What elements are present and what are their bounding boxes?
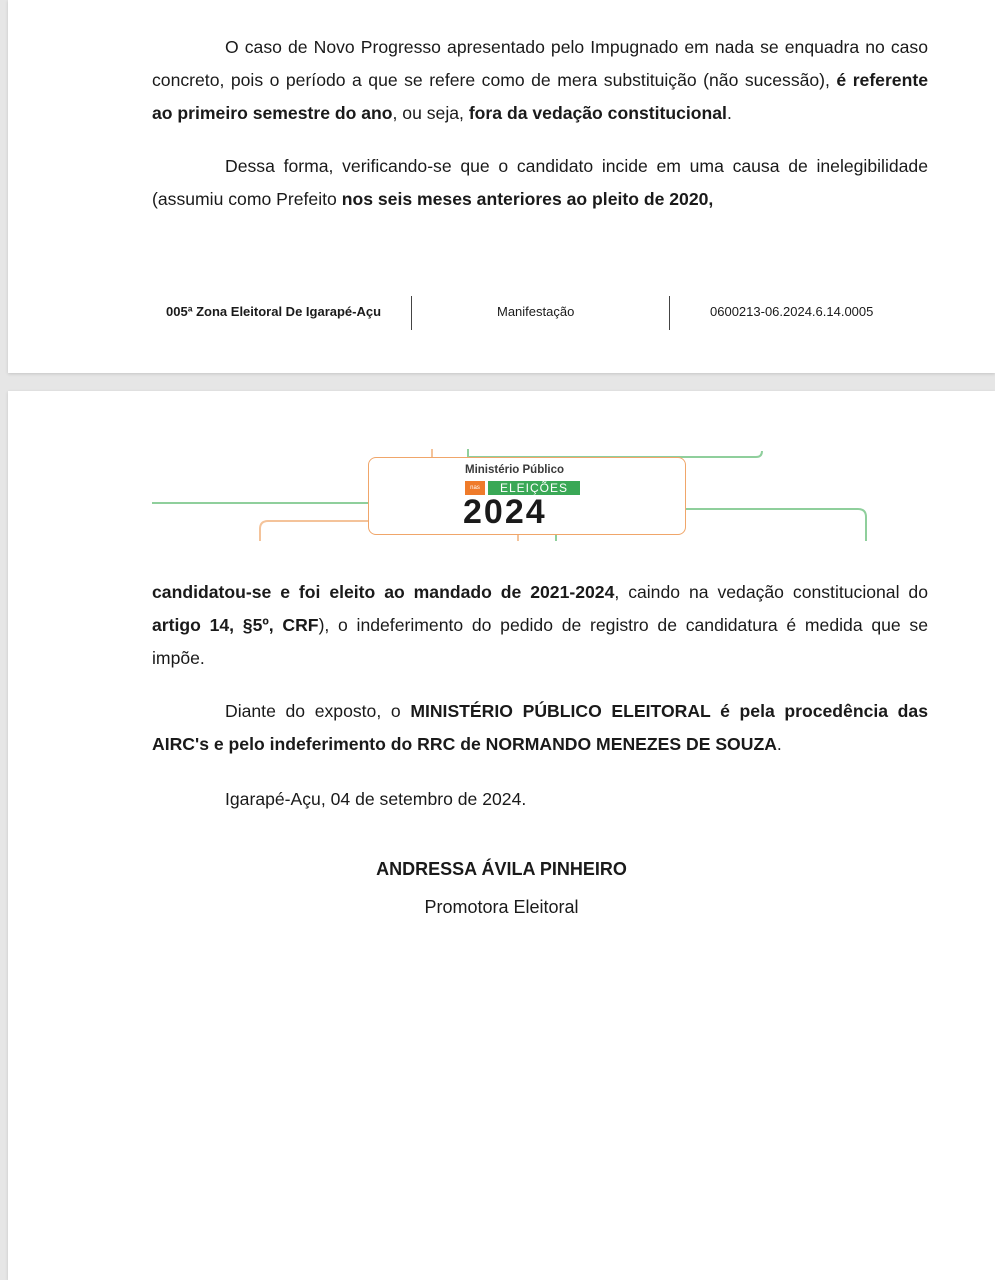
footer-separator [411,296,412,330]
footer-process-number: 0600213-06.2024.6.14.0005 [710,304,874,319]
paragraph-text: ), o indeferimento do pedido de registro de candidatura é medida que se impõe. [152,615,928,668]
paragraph-text: , caindo na vedação constitucional do [614,582,928,602]
paragraph-bold: é referente ao primeiro semestre do ano [152,70,928,123]
document-page-2 [8,391,995,1280]
paragraph-bold: fora da vedação constitucional [468,103,727,123]
paragraph-novo-progresso [152,31,928,130]
logo-ministerio-publico: Ministério Público [465,464,565,476]
footer-zone: 005ª Zona Eleitoral De Igarapé-Açu [166,304,382,319]
page-footer [8,296,995,330]
document-page-1 [8,0,995,373]
paragraph-text: . [726,103,732,123]
header-logo [152,449,872,545]
paragraph-candidatou-se [152,576,928,675]
signature-name: ANDRESSA ÁVILA PINHEIRO [376,859,627,879]
logo-nas-badge: nas [465,481,485,495]
paragraph-bold: artigo 14, §5º, CRF [152,615,319,635]
paragraph-bold: candidatou-se e foi eleito ao mandado de 2021-2024 [152,582,615,602]
paragraph-diante-do-exposto [152,695,928,761]
footer-doc-type: Manifestação [497,304,575,319]
logo-year: 2024 [463,493,547,531]
paragraph-text: . [776,734,782,754]
paragraph-text: Diante do exposto, o [225,701,411,721]
paragraph-text: O caso de Novo Progresso apresentado pelo Impugnado em nada se enquadra no caso concreto, pois o período a que se refere como de mera substituição (não sucessão), [152,37,928,90]
paragraph-bold: MINISTÉRIO PÚBLICO ELEITORAL é pela procedência das AIRC's e pelo indeferimento do RRC de NORMANDO MENEZES DE SOUZA [152,701,928,754]
logo-box [368,457,686,535]
place-date: Igarapé-Açu, 04 de setembro de 2024. [225,789,527,809]
paragraph-text: , ou seja, [392,103,469,123]
paragraph-dessa-forma [152,150,928,216]
paragraph-text: Dessa forma, verificando-se que o candidato incide em uma causa de inelegibilidade (assumiu como Prefeito [152,156,928,209]
footer-separator [669,296,670,330]
logo-eleicoes-badge: ELEIÇÕES [488,481,580,495]
signature-title: Promotora Eleitoral [424,897,579,917]
paragraph-bold: nos seis meses anteriores ao pleito de 2020, [341,189,714,209]
